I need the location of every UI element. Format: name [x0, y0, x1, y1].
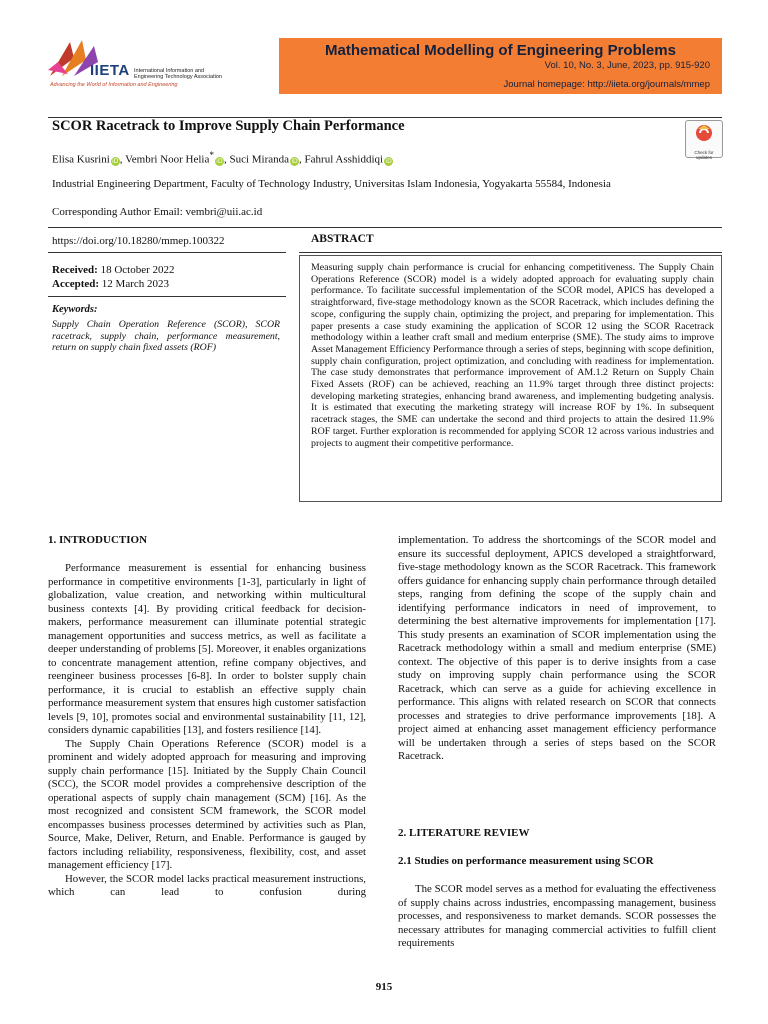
orcid-icon[interactable]: iD: [291, 157, 298, 165]
subsection-heading: 2.1 Studies on performance measurement using SCOR: [398, 855, 654, 867]
corresponding-mark: *: [209, 150, 214, 160]
received-date: Received: 18 October 2022: [52, 264, 175, 276]
corresponding-author: Corresponding Author Email: vembri@uii.ac.id: [52, 206, 263, 218]
author-name[interactable]: Suci Miranda: [229, 153, 290, 166]
paragraph: The Supply Chain Operations Reference (SCOR) model is a prominent and widely adopted approach for measuring and improving supply chain performance [15]. Initiated by the Supply Chain Council (SCC), the SCOR model provides a comprehensive description of the operational aspects of supply chain management (SCM) [16]. As the most recognized and consistent SCM framework, the SCOR model encompasses business processes determined by activities such as Plan, Source, Make, Deliver, Return, and Enable. Performance is gauged by factors including reliability, responsiveness, flexibility, cost, and asset management efficiency [17].: [48, 737, 366, 871]
body-column-right-continued: [398, 883, 716, 951]
left-rule: [48, 252, 286, 253]
author-name[interactable]: Vembri Noor Helia: [125, 153, 210, 166]
affiliation: Industrial Engineering Department, Faculty of Technology Industry, Universitas Islam Indonesia, Yogyakarta 55584, Indonesia: [52, 178, 611, 190]
keywords-heading: Keywords:: [52, 304, 98, 315]
publisher-tagline: Advancing the World of Information and Engineering: [50, 82, 178, 88]
section-heading-literature-review: 2. LITERATURE REVIEW: [398, 827, 530, 839]
orcid-icon[interactable]: iD: [112, 157, 119, 165]
paragraph: Performance measurement is essential for enhancing business performance in competitive environments [1-3], particularly in light of globalization, value creation, and networking within multicultural business contexts [4]. By providing critical feedback for decision-makers, performance measurement can illuminate potential strategic management opportunities and success metrics, as well as facilitate a deeper understanding of problems [5]. Moreover, it enables organizations to concentrate management attention, refine company objectives, and reengineer business processes [6-8]. In order to bolster supply chain performance, it is crucial to establish an effective supply chain performance measurement system that ensures high customer satisfaction levels [9, 10], promotes social and environmental sustainability [11, 12], considers dynamic capabilities [13], and fosters resilience [14].: [48, 562, 366, 736]
accepted-date: Accepted: 12 March 2023: [52, 278, 170, 290]
publisher-brand: IIETA: [90, 62, 130, 79]
article-title: SCOR Racetrack to Improve Supply Chain Performance: [52, 118, 405, 134]
check-updates-label: Check for updates: [694, 150, 714, 160]
author-list: Elisa Kusrini iD, Vembri Noor Helia*iD, Suci Miranda iD, Fahrul Asshiddiqi iD: [52, 150, 392, 166]
keywords-rule: [48, 296, 286, 297]
abstract-text: Measuring supply chain performance is crucial for enhancing competitiveness. The Supply Chain Operations Reference (SCOR) model is a widely adopted approach for evaluating supply chain performance. To facilitate successful implementation of the SCOR model, APICS has developed a straightforward, five-stage methodology known as the SCOR Racetrack, which includes defining the scope, configuring the supply chain, optimizing the project, and preparing for implementation. This paper presents a case study examining the application of SCOR 12 using the SCOR Racetrack methodology within a leather craft small and medium enterprise (SME). The study aims to improve Asset Management Efficiency Performance through a series of steps, beginning with scope definition, supply chain configuration, project optimization, and concluding with readiness for implementation. The case study demonstrates that performance improvement of AM.1.2 Return on Supply Chain Fixed Assets (ROF) can be achieved, reaching an 11.9% target through three distinct projects: developing marketing strategies, enhancing brand awareness, and implementing budgeting analysis. It is estimated that executing the marketing strategy will increase ROF by 1%. In subsequent racetrack stages, the SME can undertake the second and third projects to attain the desired 11.9% ROF target. Further exploration is recommended for applying SCOR 12 across various industries and projects to augment their competitive performance.: [311, 262, 714, 449]
keywords-text: Supply Chain Operation Reference (SCOR), SCOR racetrack, supply chain, performance measurement, return on supply chain fixed assets (ROF): [52, 319, 280, 353]
journal-title: Mathematical Modelling of Engineering Problems: [325, 42, 676, 59]
orcid-icon[interactable]: iD: [216, 157, 223, 165]
check-updates-badge[interactable]: [685, 120, 723, 158]
body-column-left: [48, 562, 366, 900]
publisher-name-line1: International Information and: [134, 68, 205, 74]
author-name[interactable]: Fahrul Asshiddiqi: [304, 153, 384, 166]
abstract-rule: [299, 252, 722, 253]
paragraph: implementation. To address the shortcomings of the SCOR model and ensure its successful deployment, APICS developed a straightforward, five-stage methodology known as the SCOR Racetrack. This framework offers guidance for enhancing supply chain performance through detailed steps, ranging from defining the scope of the supply chain and identifying performance indicators in need of improvement, to determining the best alternative improvements for implementation [17]. This study presents an examination of SCOR implementation using the Racetrack methodology within a small and medium enterprise (SME) context. The objective of this paper is to derive insights from a case study on improving supply chain performance using the SCOR Racetrack, which can serve as a guide for achieving excellence in performance. This aligns with related research on SCOR that connects processes and strategies to drive performance improvements [18]. A project aimed at enhancing asset management efficiency performance will be undertaken through a series of steps based on the SCOR Racetrack.: [398, 534, 716, 762]
meta-rule: [48, 227, 722, 228]
paragraph: The SCOR model serves as a method for evaluating the effectiveness of supply chains across industries, encompassing management, business processes, and responsiveness to market demands. SCOR possesses the necessary attributes for managing commercial activities to fulfill client requirements: [398, 883, 716, 949]
publisher-name-line2: Engineering Technology Association: [134, 74, 222, 80]
paragraph: However, the SCOR model lacks practical measurement instructions, which can lead to confusion during: [48, 872, 366, 898]
doi-link[interactable]: https://doi.org/10.18280/mmep.100322: [52, 235, 225, 247]
page-number: 915: [375, 981, 393, 993]
journal-homepage[interactable]: Journal homepage: http://iieta.org/journals/mmep: [503, 79, 710, 90]
check-updates-icon: [686, 121, 722, 145]
section-heading-introduction: 1. INTRODUCTION: [48, 534, 148, 546]
article-dates: [52, 263, 175, 291]
publisher-name: [134, 68, 222, 80]
journal-volume: Vol. 10, No. 3, June, 2023, pp. 915-920: [544, 60, 710, 71]
orcid-icon[interactable]: iD: [385, 157, 392, 165]
author-name[interactable]: Elisa Kusrini: [52, 153, 110, 166]
abstract-heading: ABSTRACT: [311, 233, 374, 245]
journal-banner: [279, 38, 722, 94]
body-column-right: [398, 534, 716, 764]
